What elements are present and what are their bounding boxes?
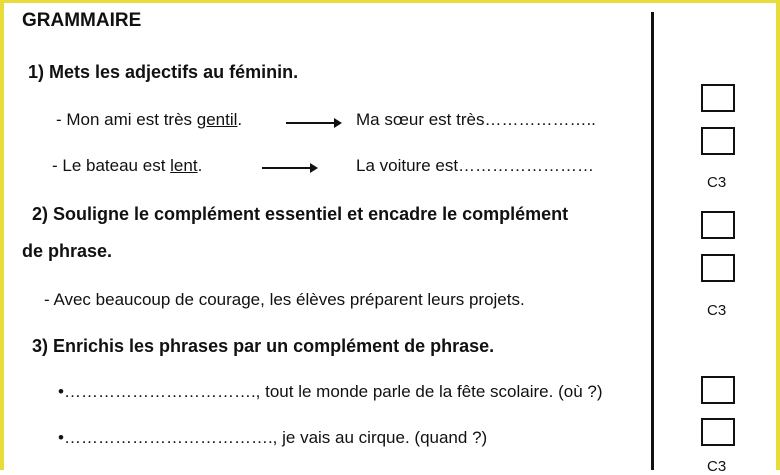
q3-line-1: •……………………………., tout le monde parle de la fête scolaire. (où ?) — [58, 382, 603, 401]
score-box[interactable] — [701, 418, 735, 446]
competency-code: C3 — [707, 458, 727, 475]
q1-line-2-answer: La voiture est…………………… — [356, 156, 595, 175]
q1-line-2-prefix: - Le bateau est — [52, 156, 171, 175]
score-box[interactable] — [701, 127, 735, 155]
q1-line-1 — [56, 110, 242, 130]
q1-line-2-suffix: . — [197, 156, 203, 175]
q1-line-1-word: gentil — [196, 110, 238, 129]
q3-line-2: •………………………………., je vais au cirque. (quand ?) — [58, 428, 488, 447]
q1-line-1-answer: Ma sœur est très……………….. — [356, 110, 596, 129]
score-box[interactable] — [701, 376, 735, 404]
arrow-right-icon — [286, 122, 340, 124]
q1-line-1-prefix: - Mon ami est très — [56, 110, 197, 129]
section-title: GRAMMAIRE — [22, 10, 142, 31]
score-box[interactable] — [701, 84, 735, 112]
score-box[interactable] — [701, 211, 735, 239]
q1-line-2-word: lent — [170, 156, 198, 175]
question-2-heading-line-2: de phrase. — [22, 241, 113, 261]
question-3-heading: 3) Enrichis les phrases par un complément de phrase. — [32, 336, 495, 356]
score-box[interactable] — [701, 254, 735, 282]
q2-sentence: - Avec beaucoup de courage, les élèves préparent leurs projets. — [44, 290, 525, 309]
question-2-heading-line-1: 2) Souligne le complément essentiel et encadre le complément — [32, 204, 569, 224]
question-1-heading: 1) Mets les adjectifs au féminin. — [28, 62, 299, 82]
q1-line-1-suffix: . — [237, 110, 243, 129]
arrow-right-icon — [262, 167, 316, 169]
q1-line-2 — [52, 156, 202, 176]
competency-code: C3 — [707, 174, 727, 191]
competency-code: C3 — [707, 302, 727, 319]
margin-divider — [651, 12, 654, 470]
